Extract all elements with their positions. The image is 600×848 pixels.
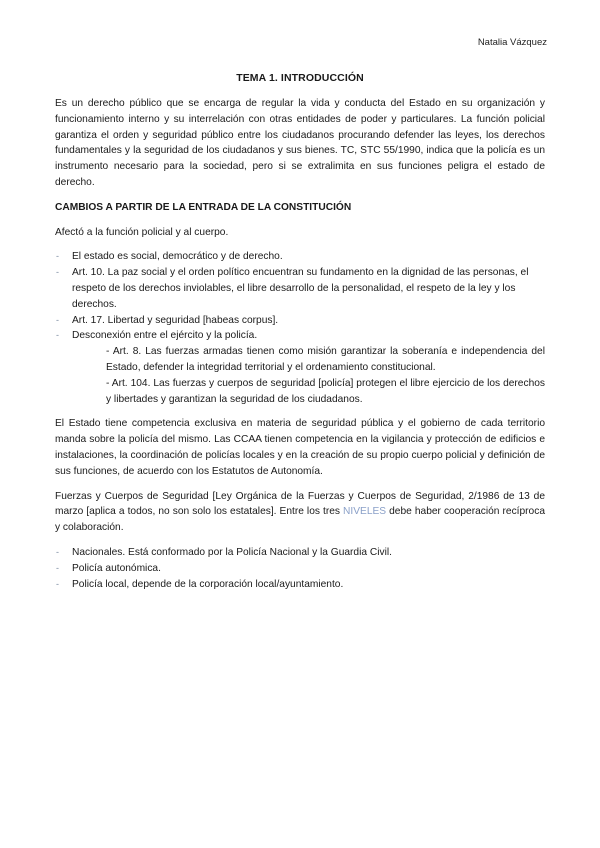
sub-list [72, 344, 545, 407]
list-item-text: Desconexión entre el ejército y la policía. [72, 330, 258, 342]
sub-list-item: - Art. 8. Las fuerzas armadas tienen como misión garantizar la soberanía e independencia del Estado, defender la integridad territorial y el ordenamiento constitucional. [106, 346, 545, 373]
section-lead: Afectó a la función policial y al cuerpo. [55, 226, 229, 238]
fuerzas-paragraph [55, 489, 545, 536]
list-item: - Policía local, depende de la corporación local/ayuntamiento. [55, 577, 545, 593]
intro-paragraph: Es un derecho público que se encarga de regular la vida y conducta del Estado en su organización y funcionamiento interno y su interrelación con otras entidades de poder y particulares. La función policial garantiza el orden y seguridad público entre los ciudadanos procurando defender las leyes, los derechos fundamentales y la seguridad de los ciudadanos y sus bienes. TC, STC 55/1990, indica que la policía es un instrumento necesario para la sociedad, pero si se extralimita en sus funciones peligra el estado de derecho. [55, 98, 545, 188]
niveles-highlight: NIVELES [343, 506, 387, 518]
fuerzas-text-before: Fuerzas y Cuerpos de Seguridad [Ley Orgánica de la Fuerzas y Cuerpos de Seguridad, 2/1986 de 13 de marzo [aplica a todos, no son solo los estatales]. Entre los tres [55, 490, 545, 518]
sub-list-item: - Art. 104. Las fuerzas y cuerpos de seguridad [policía] protegen el libre ejercicio de los derechos y libertades y garantizan la seguridad de los ciudadanos. [106, 377, 545, 405]
list-item: - El estado es social, democrático y de derecho. [55, 249, 545, 265]
list-item: - Policía autonómica. [55, 561, 545, 577]
constitution-list [55, 249, 545, 407]
list-item: - Art. 10. La paz social y el orden político encuentran su fundamento en la dignidad de las personas, el respeto de los derechos inviolables, el libre desarrollo de la personalidad, el respeto de la ley y los derechos. [55, 265, 545, 312]
list-item: - Art. 17. Libertad y seguridad [habeas corpus]. [55, 313, 545, 329]
list-item: - Nacionales. Está conformado por la Policía Nacional y la Guardia Civil. [55, 545, 545, 561]
estado-paragraph: El Estado tiene competencia exclusiva en materia de seguridad pública y el gobierno de cada territorio manda sobre la policía del mismo. Las CCAA tienen competencia en la vigilancia y protección de edificios e instalaciones, la coordinación de policías locales y en la creación de su propio cuerpo policial y definición de sus funciones, de acuerdo con los Estatutos de Autonomía. [55, 418, 545, 477]
section-heading: CAMBIOS A PARTIR DE LA ENTRADA DE LA CONSTITUCIÓN [55, 201, 352, 213]
fuerzas-text-after: debe haber cooperación recíproca y colaboración. [55, 506, 545, 534]
document-body [55, 96, 545, 601]
levels-list [55, 545, 545, 592]
author-name: Natalia Vázquez [477, 37, 547, 48]
list-item [55, 328, 545, 407]
page-title: TEMA 1. INTRODUCCIÓN [236, 72, 364, 84]
